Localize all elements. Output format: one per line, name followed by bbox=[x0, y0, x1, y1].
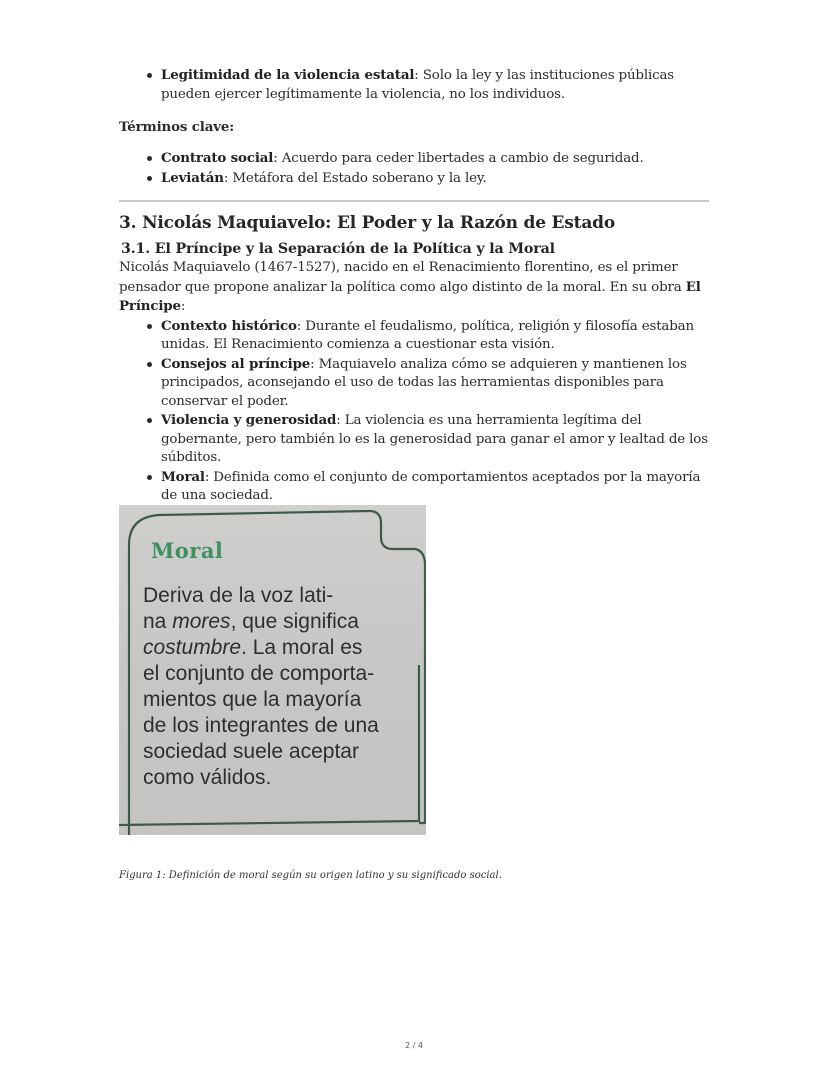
term: Consejos al príncipe bbox=[161, 355, 311, 372]
list-item bbox=[161, 355, 709, 412]
key-terms-label: Términos clave: bbox=[119, 119, 235, 135]
box-line: como válidos. bbox=[143, 766, 272, 789]
list-item bbox=[161, 66, 709, 104]
box-line: costumbre. La moral es bbox=[143, 636, 363, 659]
term: Leviatán bbox=[161, 169, 224, 186]
section-title: 3. Nicolás Maquiavelo: El Poder y la Razón de Estado bbox=[119, 213, 615, 233]
section-divider bbox=[119, 200, 709, 202]
intro-paragraph bbox=[119, 259, 709, 317]
box-line: sociedad suele aceptar bbox=[143, 740, 359, 763]
box-line: de los integrantes de una bbox=[143, 714, 379, 737]
definition: : La violencia es una herramienta legítima del gobernante, pero también lo es la generosidad para ganar el amor y lealtad de los súbditos. bbox=[161, 413, 708, 465]
list-item bbox=[161, 169, 709, 189]
subsection-title: 3.1. El Príncipe y la Separación de la Política y la Moral bbox=[121, 241, 555, 257]
intro-text: Nicolás Maquiavelo (1467-1527), nacido en el Renacimiento florentino, es el primer pensador que propone analizar la política como algo distinto de la moral. En su obra bbox=[119, 260, 686, 295]
key-terms-list bbox=[119, 149, 709, 188]
box-line: mientos que la mayoría bbox=[143, 688, 362, 711]
top-bullet-list bbox=[119, 66, 709, 104]
book-title: El Príncipe bbox=[119, 278, 701, 314]
definition: : Metáfora del Estado soberano y la ley. bbox=[223, 170, 487, 186]
term: Legitimidad de la violencia estatal bbox=[161, 67, 415, 83]
term: Violencia y generosidad bbox=[161, 412, 337, 428]
section-bullet-list bbox=[119, 317, 709, 506]
box-title: Moral bbox=[151, 538, 224, 563]
box-line: na mores, que significa bbox=[143, 610, 359, 633]
term: Moral bbox=[161, 468, 205, 485]
box-body bbox=[143, 583, 413, 791]
intro-end: : bbox=[180, 299, 186, 314]
definition: : Durante el feudalismo, política, religión y filosofía estaban unidas. El Renacimiento comienza a cuestionar esta visión. bbox=[161, 318, 694, 352]
list-item bbox=[161, 411, 709, 468]
definition: : Definida como el conjunto de comportamientos aceptados por la mayoría de una sociedad. bbox=[161, 469, 701, 503]
figure-image-moral-definition bbox=[119, 505, 426, 835]
box-line: el conjunto de comporta- bbox=[143, 662, 375, 685]
box-line: Deriva de la voz lati- bbox=[143, 584, 334, 607]
page-number: 2 / 4 bbox=[405, 1041, 423, 1050]
list-item bbox=[161, 317, 709, 355]
figure-caption: Figura 1: Definición de moral según su origen latino y su significado social. bbox=[119, 870, 502, 881]
term: Contexto histórico bbox=[161, 317, 297, 334]
list-item bbox=[161, 468, 709, 506]
definition: : Maquiavelo analiza cómo se adquieren y mantienen los principados, aconsejando el uso de todas las herramientas disponibles para conservar el poder. bbox=[161, 356, 687, 409]
list-item bbox=[161, 149, 709, 169]
page-content bbox=[119, 66, 709, 506]
definition: : Solo la ley y las instituciones públicas pueden ejercer legítimamente la violencia, no los individuos. bbox=[161, 68, 675, 102]
definition: : Acuerdo para ceder libertades a cambio de seguridad. bbox=[273, 151, 644, 166]
term: Contrato social bbox=[161, 150, 274, 166]
